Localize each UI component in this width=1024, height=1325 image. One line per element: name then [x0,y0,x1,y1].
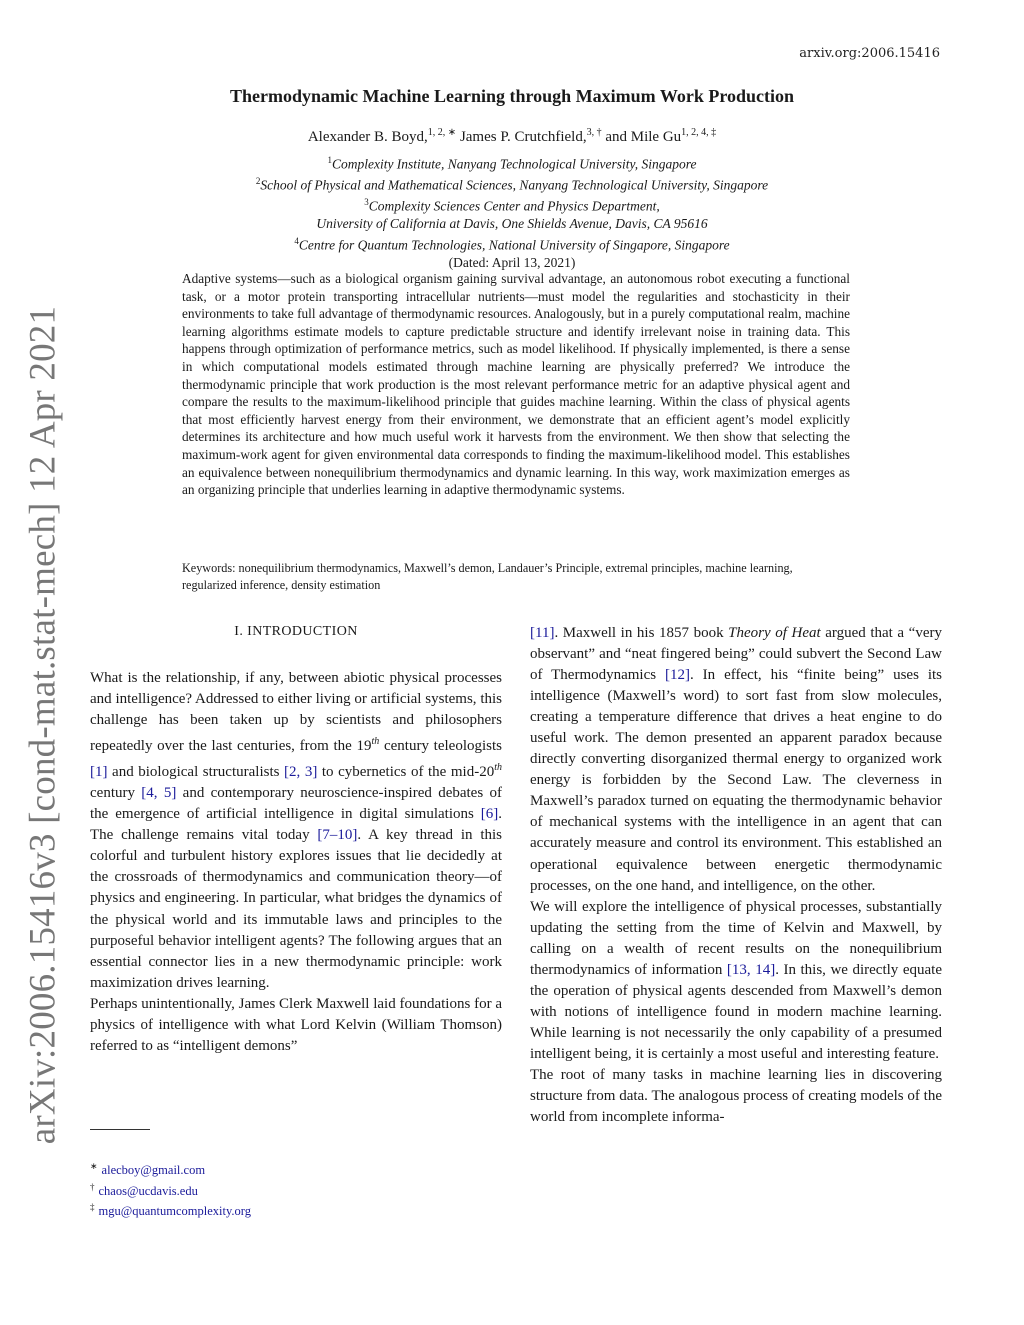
superscript: th [371,736,380,748]
superscript: th [494,762,502,774]
affiliation-text: Complexity Institute, Nanyang Technological University, Singapore [331,156,697,172]
email-link[interactable]: alecboy@gmail.com [101,1163,206,1178]
text-run: . Maxwell in his 1857 book [554,625,729,641]
text-run: What is the relationship, if any, between abiotic physical processes and intelligence? Addressed to either living or artificial systems, this challenge has been taken up by scientists and philosophers repeatedly over the last centuries, from the 19 [90,670,502,755]
arxiv-sidebar [0,0,80,1325]
arxiv-identifier-stamp: arXiv:2006.15416v3 [cond-mat.stat-mech] 12 Apr 2021 [22,305,64,1145]
affiliation-mark: 2 [255,176,261,186]
book-title: Theory of Heat [728,625,821,641]
text-run: century [90,785,142,802]
citation-link[interactable]: [7–10] [317,827,358,844]
footnote-mark: ‡ [90,1202,95,1213]
affiliation-mark: 4 [294,235,299,246]
arxiv-url[interactable]: arxiv.org:2006.15416 [799,46,940,61]
text-run: . A key thread in this colorful and turbulent history explores issues that lie decidedly at the crossroads of thermodynamics and communication theory—of physics and engineering. In particular, what bridges the dynamics of the physical world and its immutable laws and principles to the purposeful behavior intelligent agents? The following argues that an essential connector lies in a new thermodynamic principle: work maximization drives learning. [90,827,502,991]
footnote [90,1199,251,1220]
text-run: to cybernetics of the mid-20 [317,764,495,781]
date-line: (Dated: April 13, 2021) [448,254,576,270]
section-heading: I. INTRODUCTION [234,624,358,639]
email-link[interactable]: mgu@quantumcomplexity.org [98,1204,251,1219]
paragraph [530,623,942,897]
affiliation [80,173,944,194]
affiliation [80,215,944,233]
paragraph [90,668,502,994]
footnotes [90,1158,251,1220]
citation-link[interactable]: [4, 5] [141,785,177,802]
affiliation [80,194,944,215]
footnote [90,1158,251,1179]
text-run: century teleologists [379,738,502,755]
author-list [80,127,944,146]
left-column [90,668,502,1057]
text-run: argued that a “very observant” and “neat fingered being” could subvert the Second Law of Thermodynamics [530,625,942,684]
affiliations [80,152,944,271]
right-column [530,623,942,1128]
author-marks[interactable]: 1, 2, ∗ [427,127,457,138]
citation-link[interactable]: [11] [530,625,555,641]
footnote-mark: † [90,1181,95,1192]
citation-link[interactable]: [12] [665,667,691,684]
affiliation-mark: 1 [327,155,332,165]
paper-title: Thermodynamic Machine Learning through Maximum Work Production [229,86,795,106]
author-name: Alexander B. Boyd, [307,129,428,145]
abstract: Adaptive systems—such as a biological organism gaining survival advantage, an autonomous robot executing a functional task, or a motor protein transporting intracellular nutrients—must model the regularities and stochasticity in their environments to take full advantage of thermodynamic resources. Analogously, but in a purely computational realm, machine learning algorithms estimate models to capture predictable structure and identify irrelevant noise in training data. This happens through optimization of performance metrics, such as model likelihood. If physically implemented, is there a sense in which computational models estimated through machine learning are physically preferred? We introduce the thermodynamic principle that work production is the most relevant performance metric for an adaptive physical agent and compare the results to the maximum-likelihood principle that guides machine learning. Within the class of physical agents that most efficiently harvest energy from their environment, we demonstrate that an efficient agent’s model explicitly determines its architecture and how much useful work it harvests from the environment. We then show that selecting the maximum-work agent for given environmental data corresponds to finding the maximum-likelihood model. This establishes an equivalence between nonequilibrium thermodynamics and dynamic learning. In this way, work maximization emerges as an organizing principle that underlies learning in adaptive thermodynamic systems. [182,271,850,498]
keywords: Keywords: nonequilibrium thermodynamics, Maxwell’s demon, Landauer’s Principle, extremal principles, machine learning, regularized inference, density estimation [182,561,793,592]
text-run: We will explore the intelligence of physical processes, substantially updating the setting from the time of Kelvin and Maxwell, by calling on a wealth of recent results on the nonequilibrium thermodynamics of information [530,898,942,978]
paragraph: The root of many tasks in machine learning lies in discovering structure from data. The analogous process of creating models of the world from incomplete informa- [530,1066,942,1126]
text-run: . In this, we directly equate the operation of physical agents descended from Maxwell’s demon with notions of intelligence found in modern machine learning. While learning is not necessarily the only capability of a presumed intelligent being, it is certainly a most useful and interesting feature. [530,961,942,1062]
footnote-mark: ∗ [90,1161,98,1171]
paragraph [530,897,942,1065]
text-run: and contemporary neuroscience-inspired debates of the emergence of artificial intelligence in digital simulations [90,785,502,823]
author-marks[interactable]: 3, † [586,127,602,138]
text-run: . In effect, his “finite being” uses its intelligence (Maxwell’s word) to sort fast from slow molecules, creating a temperature difference that drives a heat engine to do useful work. The demon presented an apparent paradox because directly converting disorganized thermal energy to organized work energy is forbidden by the Second Law. The cleverness in Maxwell’s paradox turned on equating the thermodynamic behavior of mechanical systems with the intelligence in an agent that can accurately measure and control its environment. This established an operational equivalence between energetic thermodynamic processes, on the one hand, and intelligence, on the other. [530,667,942,894]
text-run: . The challenge remains vital today [90,806,502,844]
citation-link[interactable]: [13, 14] [726,961,776,978]
author-name: and Mile Gu [605,129,682,145]
affiliation-text: School of Physical and Mathematical Sciences, Nanyang Technological University, Singapore [260,177,769,193]
affiliation-text: Complexity Sciences Center and Physics Department, [368,198,660,214]
footnote-divider [90,1129,150,1130]
email-link[interactable]: chaos@ucdavis.edu [98,1183,198,1198]
citation-link[interactable]: [2, 3] [284,764,318,781]
affiliation-text: University of California at Davis, One Shields Avenue, Davis, CA 95616 [316,216,708,231]
text-run: and biological structuralists [107,764,285,781]
affiliation-mark: 3 [364,197,369,207]
citation-link[interactable]: [1] [90,764,108,781]
affiliation [80,152,944,173]
affiliation-text: Centre for Quantum Technologies, National University of Singapore, Singapore [298,237,730,252]
affiliation [80,233,944,254]
citation-link[interactable]: [6] [480,806,499,823]
author-name: James P. Crutchfield, [459,129,587,145]
footnote [90,1179,251,1200]
paragraph: Perhaps unintentionally, James Clerk Maxwell laid foundations for a physics of intelligence with what Lord Kelvin (William Thomson) referred to as “intelligent demons” [90,995,502,1054]
author-marks[interactable]: 1, 2, 4, ‡ [681,127,717,138]
